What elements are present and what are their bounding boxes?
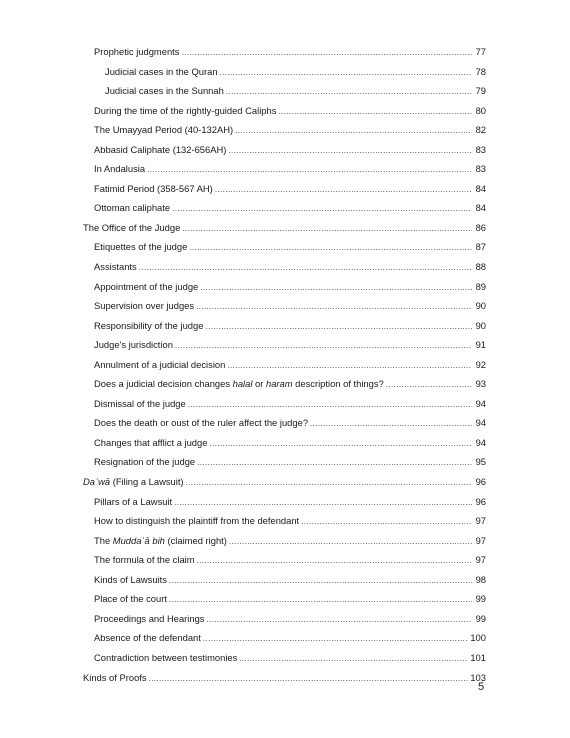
toc-title-text: Abbasid Caliphate (132-656AH) bbox=[94, 143, 227, 155]
toc-entry[interactable] bbox=[83, 338, 486, 358]
toc-entry-page: 80 bbox=[475, 104, 486, 116]
dot-leader bbox=[197, 554, 472, 567]
toc-entry[interactable] bbox=[83, 651, 486, 671]
toc-entry-page: 83 bbox=[475, 143, 486, 155]
toc-entry-title bbox=[83, 475, 184, 488]
toc-entry-title bbox=[94, 104, 276, 117]
dot-leader bbox=[215, 183, 472, 196]
toc-entry-page: 101 bbox=[470, 651, 486, 663]
toc-entry-title bbox=[94, 338, 173, 351]
toc-entry[interactable] bbox=[83, 455, 486, 475]
toc-entry-title bbox=[94, 201, 170, 214]
toc-entry-title bbox=[94, 358, 225, 371]
toc-entry-title bbox=[94, 573, 167, 586]
dot-leader bbox=[228, 144, 472, 157]
toc-entry-page: 91 bbox=[475, 339, 486, 351]
toc-entry[interactable] bbox=[83, 65, 486, 85]
toc-entry[interactable] bbox=[83, 514, 486, 534]
toc-entry[interactable] bbox=[83, 612, 486, 632]
toc-title-text: Appointment of the judge bbox=[94, 280, 199, 292]
dot-leader bbox=[207, 613, 473, 626]
toc-entry-title bbox=[94, 162, 145, 175]
toc-entry-title bbox=[94, 592, 167, 605]
toc-entry[interactable] bbox=[83, 201, 486, 221]
toc-title-italic-text: Daʿwā bbox=[83, 476, 111, 488]
toc-title-text: (Filing a Lawsuit) bbox=[110, 476, 184, 488]
toc-title-text: During the time of the rightly-guided Caliphs bbox=[94, 104, 277, 116]
toc-title-text: Judicial cases in the Sunnah bbox=[105, 85, 224, 97]
dot-leader bbox=[169, 593, 472, 606]
dot-leader bbox=[220, 66, 472, 79]
dot-leader bbox=[182, 222, 472, 235]
toc-entry-title bbox=[94, 182, 213, 195]
toc-entry-page: 103 bbox=[470, 671, 486, 683]
toc-title-text: The Umayyad Period (40-132AH) bbox=[94, 124, 234, 136]
toc-entry-page: 89 bbox=[475, 280, 486, 292]
toc-title-text: Judge's jurisdiction bbox=[94, 339, 173, 351]
toc-entry[interactable] bbox=[83, 436, 486, 456]
toc-title-text: (claimed right) bbox=[164, 534, 227, 546]
toc-title-text: or bbox=[252, 378, 266, 390]
toc-title-italic-text: haram bbox=[265, 378, 293, 390]
toc-title-text: Absence of the defendant bbox=[94, 632, 201, 644]
dot-leader bbox=[203, 632, 468, 645]
toc-entry[interactable] bbox=[83, 143, 486, 163]
toc-entry-title bbox=[94, 553, 195, 566]
toc-title-italic-text: halal bbox=[232, 378, 253, 390]
toc-entry-page: 78 bbox=[475, 65, 486, 77]
toc-entry-page: 100 bbox=[470, 632, 486, 644]
dot-leader bbox=[310, 417, 472, 430]
dot-leader bbox=[301, 515, 472, 528]
toc-title-text: How to distinguish the plaintiff from the defendant bbox=[94, 515, 300, 527]
toc-entry[interactable] bbox=[83, 397, 486, 417]
toc-title-text: Pillars of a Lawsuit bbox=[94, 495, 173, 507]
toc-entry[interactable] bbox=[83, 260, 486, 280]
toc-entry-title bbox=[94, 612, 205, 625]
toc-entry[interactable] bbox=[83, 240, 486, 260]
toc-entry[interactable] bbox=[83, 671, 486, 691]
toc-title-text: Judicial cases in the Quran bbox=[105, 65, 218, 77]
toc-title-text: Does a judicial decision changes bbox=[94, 378, 233, 390]
toc-entry-page: 97 bbox=[475, 554, 486, 566]
toc-entry[interactable] bbox=[83, 534, 486, 554]
dot-leader bbox=[149, 672, 469, 685]
dot-leader bbox=[209, 437, 472, 450]
toc-entry-title bbox=[94, 123, 233, 136]
dot-leader bbox=[235, 124, 472, 137]
toc-entry[interactable] bbox=[83, 221, 486, 241]
toc-entry[interactable] bbox=[83, 573, 486, 593]
toc-title-text: Contradiction between testimonies bbox=[94, 651, 238, 663]
toc-entry-page: 82 bbox=[475, 124, 486, 136]
toc-entry-title bbox=[83, 671, 147, 684]
toc-entry-page: 99 bbox=[475, 593, 486, 605]
dot-leader bbox=[139, 261, 472, 274]
toc-entry-title bbox=[94, 260, 137, 273]
dot-leader bbox=[197, 456, 472, 469]
toc-entry-page: 77 bbox=[475, 46, 486, 57]
toc-entry[interactable] bbox=[83, 319, 486, 339]
toc-entry-page: 87 bbox=[475, 241, 486, 253]
toc-title-text: Assistants bbox=[94, 261, 137, 273]
dot-leader bbox=[189, 241, 472, 254]
toc-entry-page: 96 bbox=[475, 476, 486, 488]
toc-entry-title bbox=[94, 416, 308, 429]
toc-entry-title bbox=[94, 45, 179, 58]
toc-entry-page: 88 bbox=[475, 261, 486, 273]
table-of-contents bbox=[83, 45, 486, 690]
dot-leader bbox=[200, 281, 472, 294]
toc-entry-title bbox=[94, 455, 195, 468]
dot-leader bbox=[174, 496, 472, 509]
toc-title-text: Etiquettes of the judge bbox=[94, 241, 188, 253]
toc-title-text: The formula of the claim bbox=[94, 554, 195, 566]
dot-leader bbox=[227, 359, 472, 372]
toc-title-text: Dismissal of the judge bbox=[94, 397, 186, 409]
toc-entry[interactable] bbox=[83, 416, 486, 436]
toc-entry-title bbox=[94, 319, 203, 332]
dot-leader bbox=[386, 378, 472, 391]
toc-entry-page: 84 bbox=[475, 182, 486, 194]
toc-entry[interactable] bbox=[83, 299, 486, 319]
toc-entry-title bbox=[105, 65, 218, 78]
toc-entry[interactable] bbox=[83, 84, 486, 104]
toc-title-text: The bbox=[94, 534, 113, 546]
toc-entry-page: 90 bbox=[475, 300, 486, 312]
toc-entry-page: 96 bbox=[475, 495, 486, 507]
toc-entry-title bbox=[94, 651, 237, 664]
toc-entry-page: 97 bbox=[475, 515, 486, 527]
page-number: 5 bbox=[478, 681, 485, 693]
toc-entry-title bbox=[94, 514, 299, 527]
toc-title-text: Prophetic judgments bbox=[94, 46, 180, 57]
toc-entry-page: 79 bbox=[475, 85, 486, 97]
toc-entry-page: 98 bbox=[475, 573, 486, 585]
dot-leader bbox=[169, 574, 472, 587]
toc-entry[interactable] bbox=[83, 182, 486, 202]
toc-entry-page: 99 bbox=[475, 612, 486, 624]
dot-leader bbox=[229, 535, 472, 548]
toc-entry[interactable] bbox=[83, 104, 486, 124]
toc-title-text: Fatimid Period (358-567 AH) bbox=[94, 182, 213, 194]
dot-leader bbox=[239, 652, 468, 665]
toc-entry[interactable] bbox=[83, 280, 486, 300]
toc-title-text: Kinds of Lawsuits bbox=[94, 573, 167, 585]
toc-entry-page: 94 bbox=[475, 397, 486, 409]
toc-entry-page: 86 bbox=[475, 221, 486, 233]
toc-entry-page: 95 bbox=[475, 456, 486, 468]
toc-title-text: description of things? bbox=[292, 378, 384, 390]
toc-entry[interactable] bbox=[83, 162, 486, 182]
toc-entry-title bbox=[94, 436, 207, 449]
dot-leader bbox=[196, 300, 472, 313]
toc-entry[interactable] bbox=[83, 475, 486, 495]
toc-entry[interactable] bbox=[83, 45, 486, 65]
toc-entry[interactable] bbox=[83, 553, 486, 573]
toc-entry-page: 97 bbox=[475, 534, 486, 546]
dot-leader bbox=[278, 105, 472, 118]
toc-entry-page: 93 bbox=[475, 378, 486, 390]
toc-entry-title bbox=[94, 143, 226, 156]
toc-entry-page: 84 bbox=[475, 202, 486, 214]
toc-entry-title bbox=[94, 240, 187, 253]
toc-entry-page: 94 bbox=[475, 417, 486, 429]
dot-leader bbox=[186, 476, 472, 489]
toc-title-italic-text: Muddaʿā bih bbox=[112, 534, 165, 546]
toc-entry-title bbox=[94, 631, 201, 644]
toc-entry-page: 90 bbox=[475, 319, 486, 331]
toc-title-text: Place of the court bbox=[94, 593, 167, 605]
toc-entry-page: 92 bbox=[475, 358, 486, 370]
toc-entry-title bbox=[94, 495, 172, 508]
toc-title-text: Changes that afflict a judge bbox=[94, 436, 208, 448]
toc-entry[interactable] bbox=[83, 592, 486, 612]
dot-leader bbox=[172, 202, 472, 215]
dot-leader bbox=[188, 398, 472, 411]
toc-title-text: Resignation of the judge bbox=[94, 456, 196, 468]
toc-entry-title bbox=[83, 221, 180, 234]
toc-entry[interactable] bbox=[83, 123, 486, 143]
toc-entry-title bbox=[94, 299, 194, 312]
toc-entry-title bbox=[94, 377, 384, 390]
dot-leader bbox=[181, 46, 472, 59]
toc-entry[interactable] bbox=[83, 377, 486, 397]
dot-leader bbox=[147, 163, 472, 176]
toc-title-text: Does the death or oust of the ruler affect the judge? bbox=[94, 417, 309, 429]
toc-entry-title bbox=[94, 280, 198, 293]
toc-entry-title bbox=[94, 397, 186, 410]
toc-title-text: The Office of the Judge bbox=[83, 221, 181, 233]
toc-entry-title bbox=[105, 84, 224, 97]
toc-entry-page: 83 bbox=[475, 163, 486, 175]
toc-entry[interactable] bbox=[83, 358, 486, 378]
toc-entry-title bbox=[94, 534, 227, 547]
dot-leader bbox=[175, 339, 472, 352]
toc-title-text: Kinds of Proofs bbox=[83, 671, 147, 683]
toc-entry[interactable] bbox=[83, 631, 486, 651]
toc-title-text: Proceedings and Hearings bbox=[94, 612, 205, 624]
toc-title-text: Annulment of a judicial decision bbox=[94, 358, 226, 370]
toc-title-text: In Andalusia bbox=[94, 163, 146, 175]
dot-leader bbox=[205, 320, 472, 333]
toc-title-text: Supervision over judges bbox=[94, 300, 195, 312]
toc-entry-page: 94 bbox=[475, 436, 486, 448]
toc-title-text: Responsibility of the judge bbox=[94, 319, 204, 331]
toc-entry[interactable] bbox=[83, 495, 486, 515]
toc-title-text: Ottoman caliphate bbox=[94, 202, 171, 214]
dot-leader bbox=[226, 85, 472, 98]
